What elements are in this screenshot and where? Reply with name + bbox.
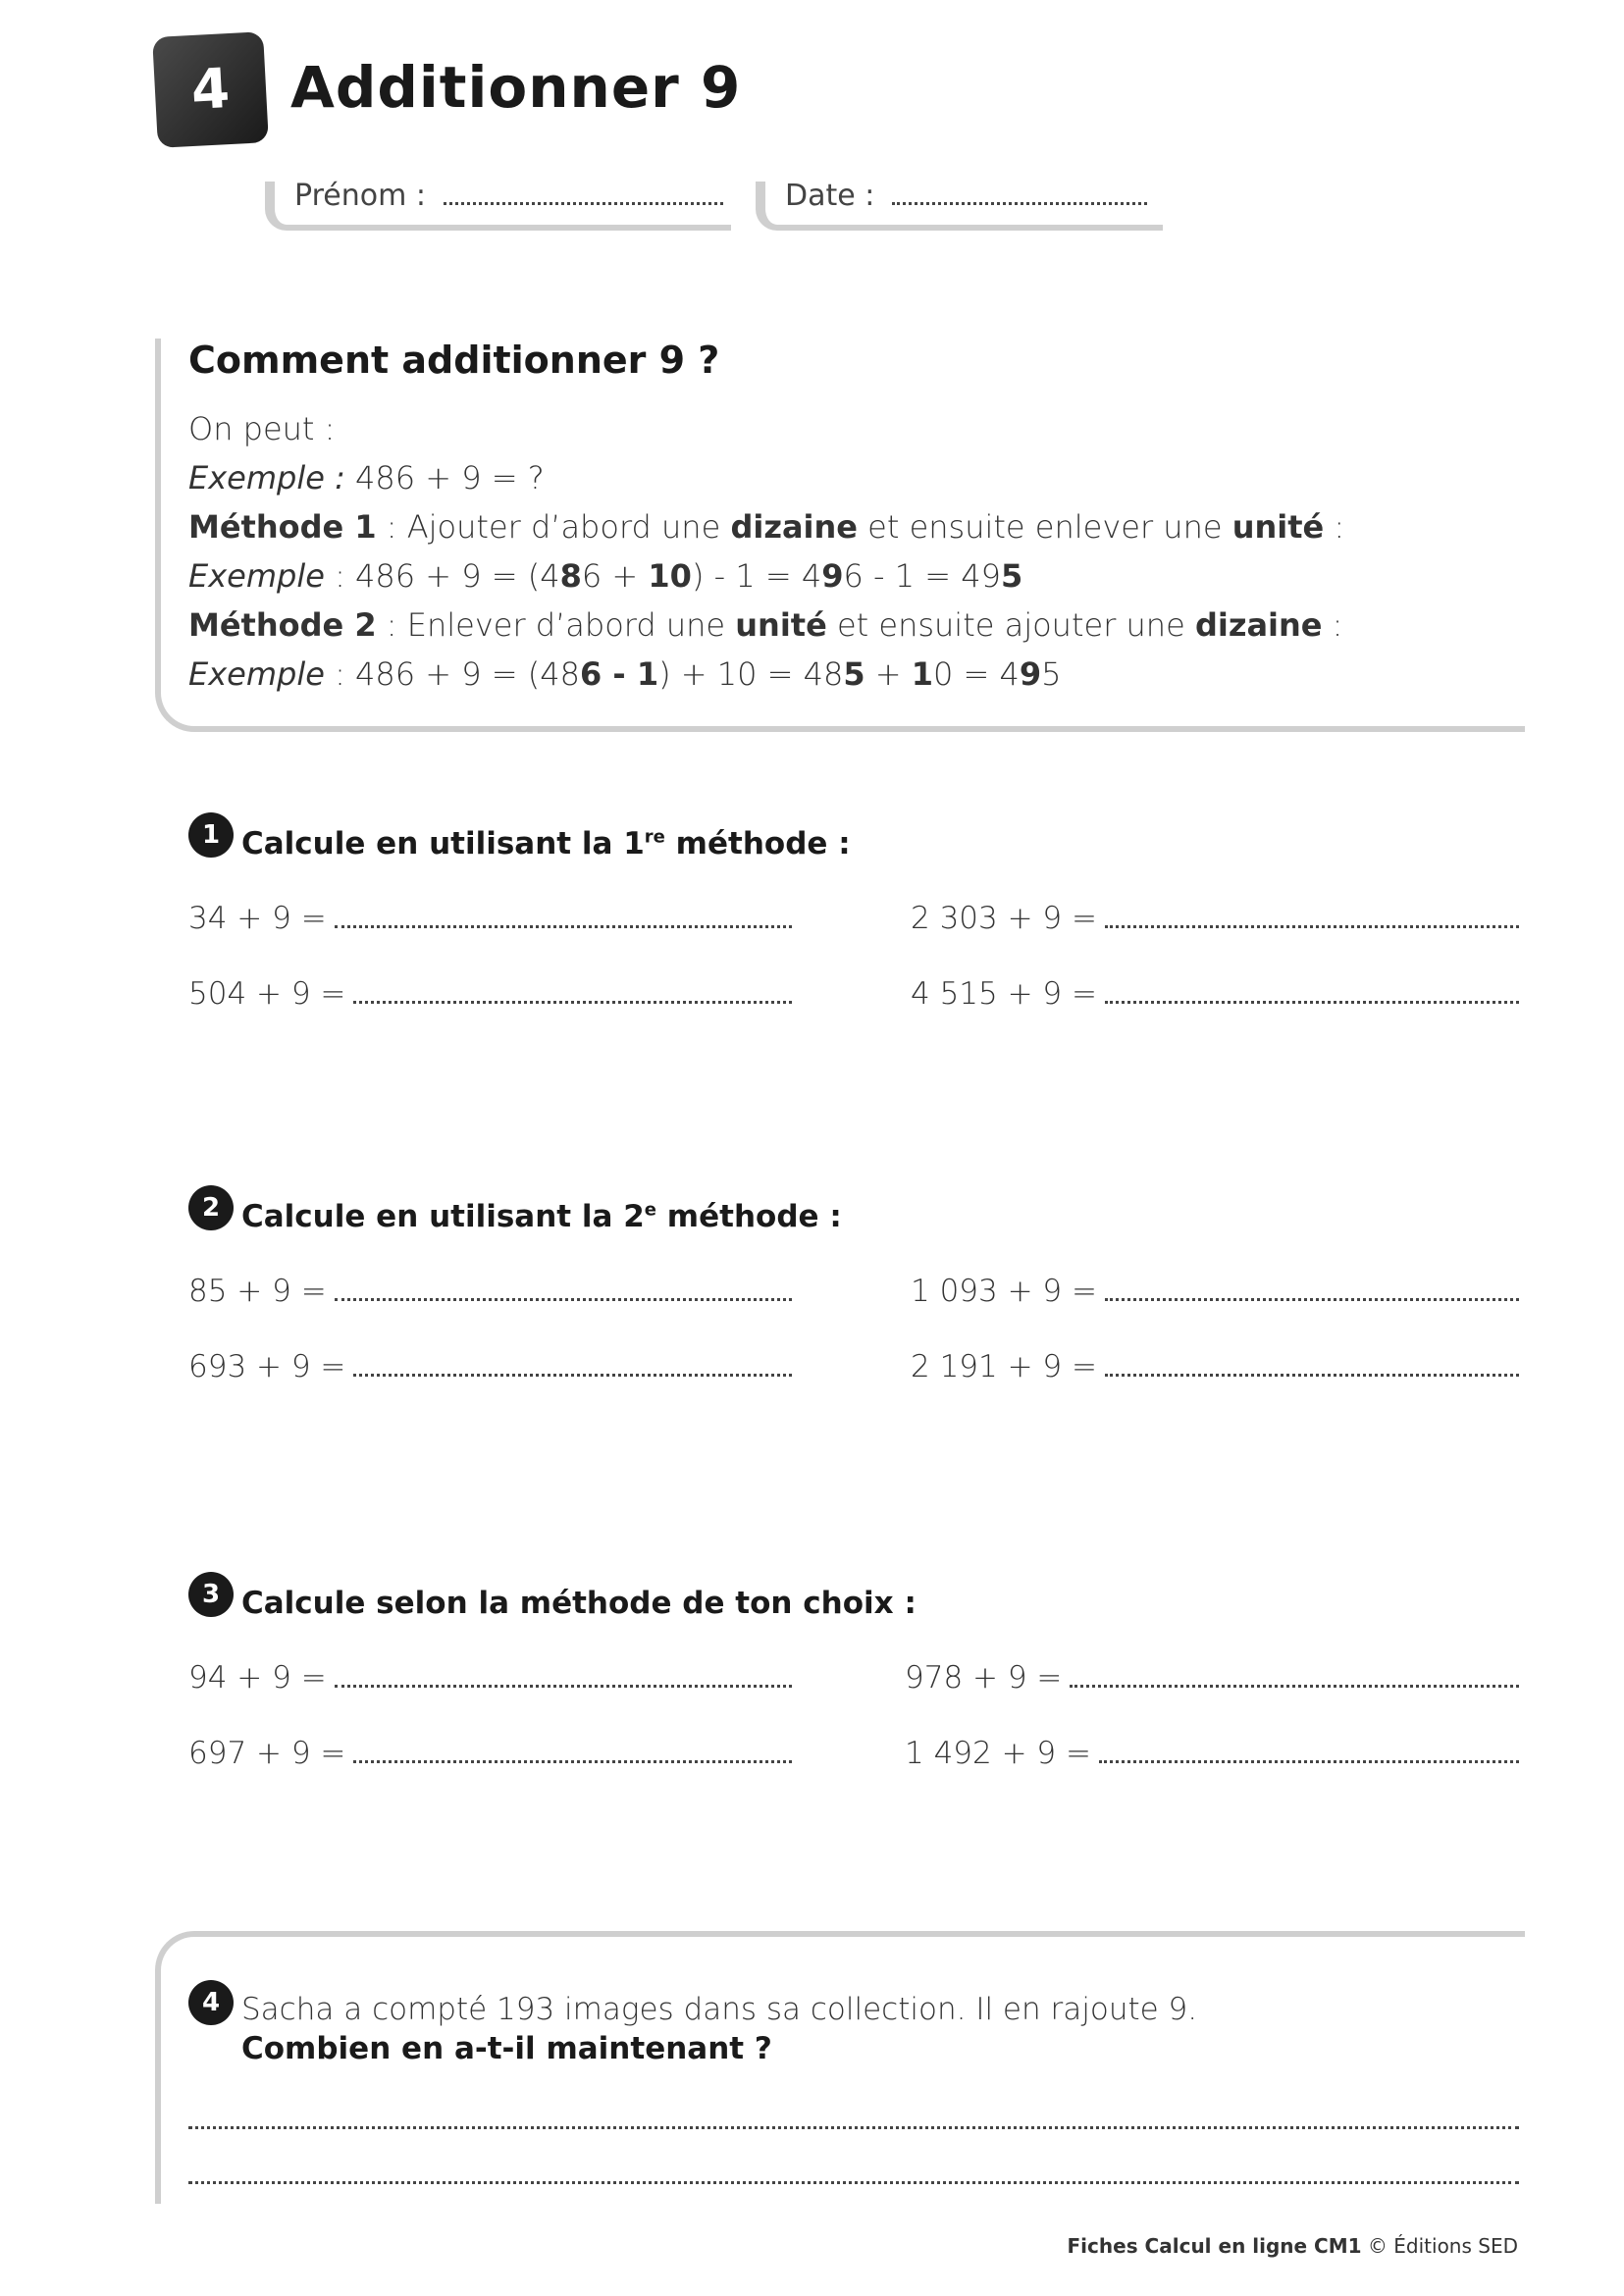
page-title: Additionner 9	[290, 54, 742, 121]
lesson-number: 4	[189, 57, 232, 123]
exercise-3-calc-b[interactable]: 697 + 9 =	[188, 1736, 792, 1771]
exercise-3-title: Calcule selon la méthode de ton choix :	[241, 1586, 917, 1621]
exercise-1-calc-d[interactable]: 4 515 + 9 =	[911, 976, 1519, 1012]
problem-text: Sacha a compté 193 images dans sa collection. Il en rajoute 9.	[241, 1992, 1198, 2027]
exercise-3-calc-c[interactable]: 978 + 9 =	[905, 1660, 1519, 1696]
exercise-2-calc-a[interactable]: 85 + 9 =	[188, 1274, 792, 1309]
firstname-field[interactable]	[265, 179, 731, 231]
date-dotted-line	[892, 183, 1147, 205]
exercise-3-calc-a[interactable]: 94 + 9 =	[188, 1660, 792, 1696]
date-label: Date :	[785, 179, 875, 213]
exercise-2-calc-d[interactable]: 2 191 + 9 =	[911, 1349, 1519, 1384]
method-1-line: Méthode 1 : Ajouter d’abord une dizaine et ensuite enlever une unité :	[188, 508, 1345, 546]
exercise-3-number: 3	[188, 1572, 234, 1617]
firstname-dotted-line	[444, 183, 723, 205]
exercise-1-title: Calcule en utilisant la 1re méthode :	[241, 826, 851, 861]
problem-box	[155, 1931, 1525, 2204]
answer-line-1[interactable]	[188, 2125, 1519, 2129]
exercise-3-calc-d[interactable]: 1 492 + 9 =	[905, 1736, 1519, 1771]
exercise-1-calc-b[interactable]: 504 + 9 =	[188, 976, 792, 1012]
date-field[interactable]	[756, 179, 1163, 231]
exercise-2-calc-c[interactable]: 1 093 + 9 =	[911, 1274, 1519, 1309]
method-1-example: Exemple : 486 + 9 = (486 + 10) - 1 = 496 - 1 = 495	[188, 557, 1023, 595]
method-title: Comment additionner 9 ?	[188, 339, 720, 382]
method-intro: On peut :	[188, 410, 336, 447]
exercise-1-calc-a[interactable]: 34 + 9 =	[188, 901, 792, 936]
footer-credit: Fiches Calcul en ligne CM1 © Éditions SED	[1067, 2234, 1518, 2258]
exercise-2-title: Calcule en utilisant la 2e méthode :	[241, 1199, 842, 1234]
exercise-1-calc-c[interactable]: 2 303 + 9 =	[911, 901, 1519, 936]
problem-question: Combien en a-t-il maintenant ?	[241, 2031, 772, 2066]
exercise-4-number: 4	[188, 1980, 234, 2025]
exercise-2-calc-b[interactable]: 693 + 9 =	[188, 1349, 792, 1384]
exercise-2-number: 2	[188, 1185, 234, 1230]
method-2-example: Exemple : 486 + 9 = (486 - 1) + 10 = 485 + 10 = 495	[188, 655, 1062, 693]
firstname-label: Prénom :	[294, 179, 426, 213]
exercise-1-number: 1	[188, 812, 234, 858]
method-2-line: Méthode 2 : Enlever d’abord une unité et ensuite ajouter une dizaine :	[188, 606, 1343, 644]
method-example-0: Exemple : 486 + 9 = ?	[188, 459, 545, 496]
answer-line-2[interactable]	[188, 2180, 1519, 2184]
lesson-number-badge	[152, 31, 269, 148]
